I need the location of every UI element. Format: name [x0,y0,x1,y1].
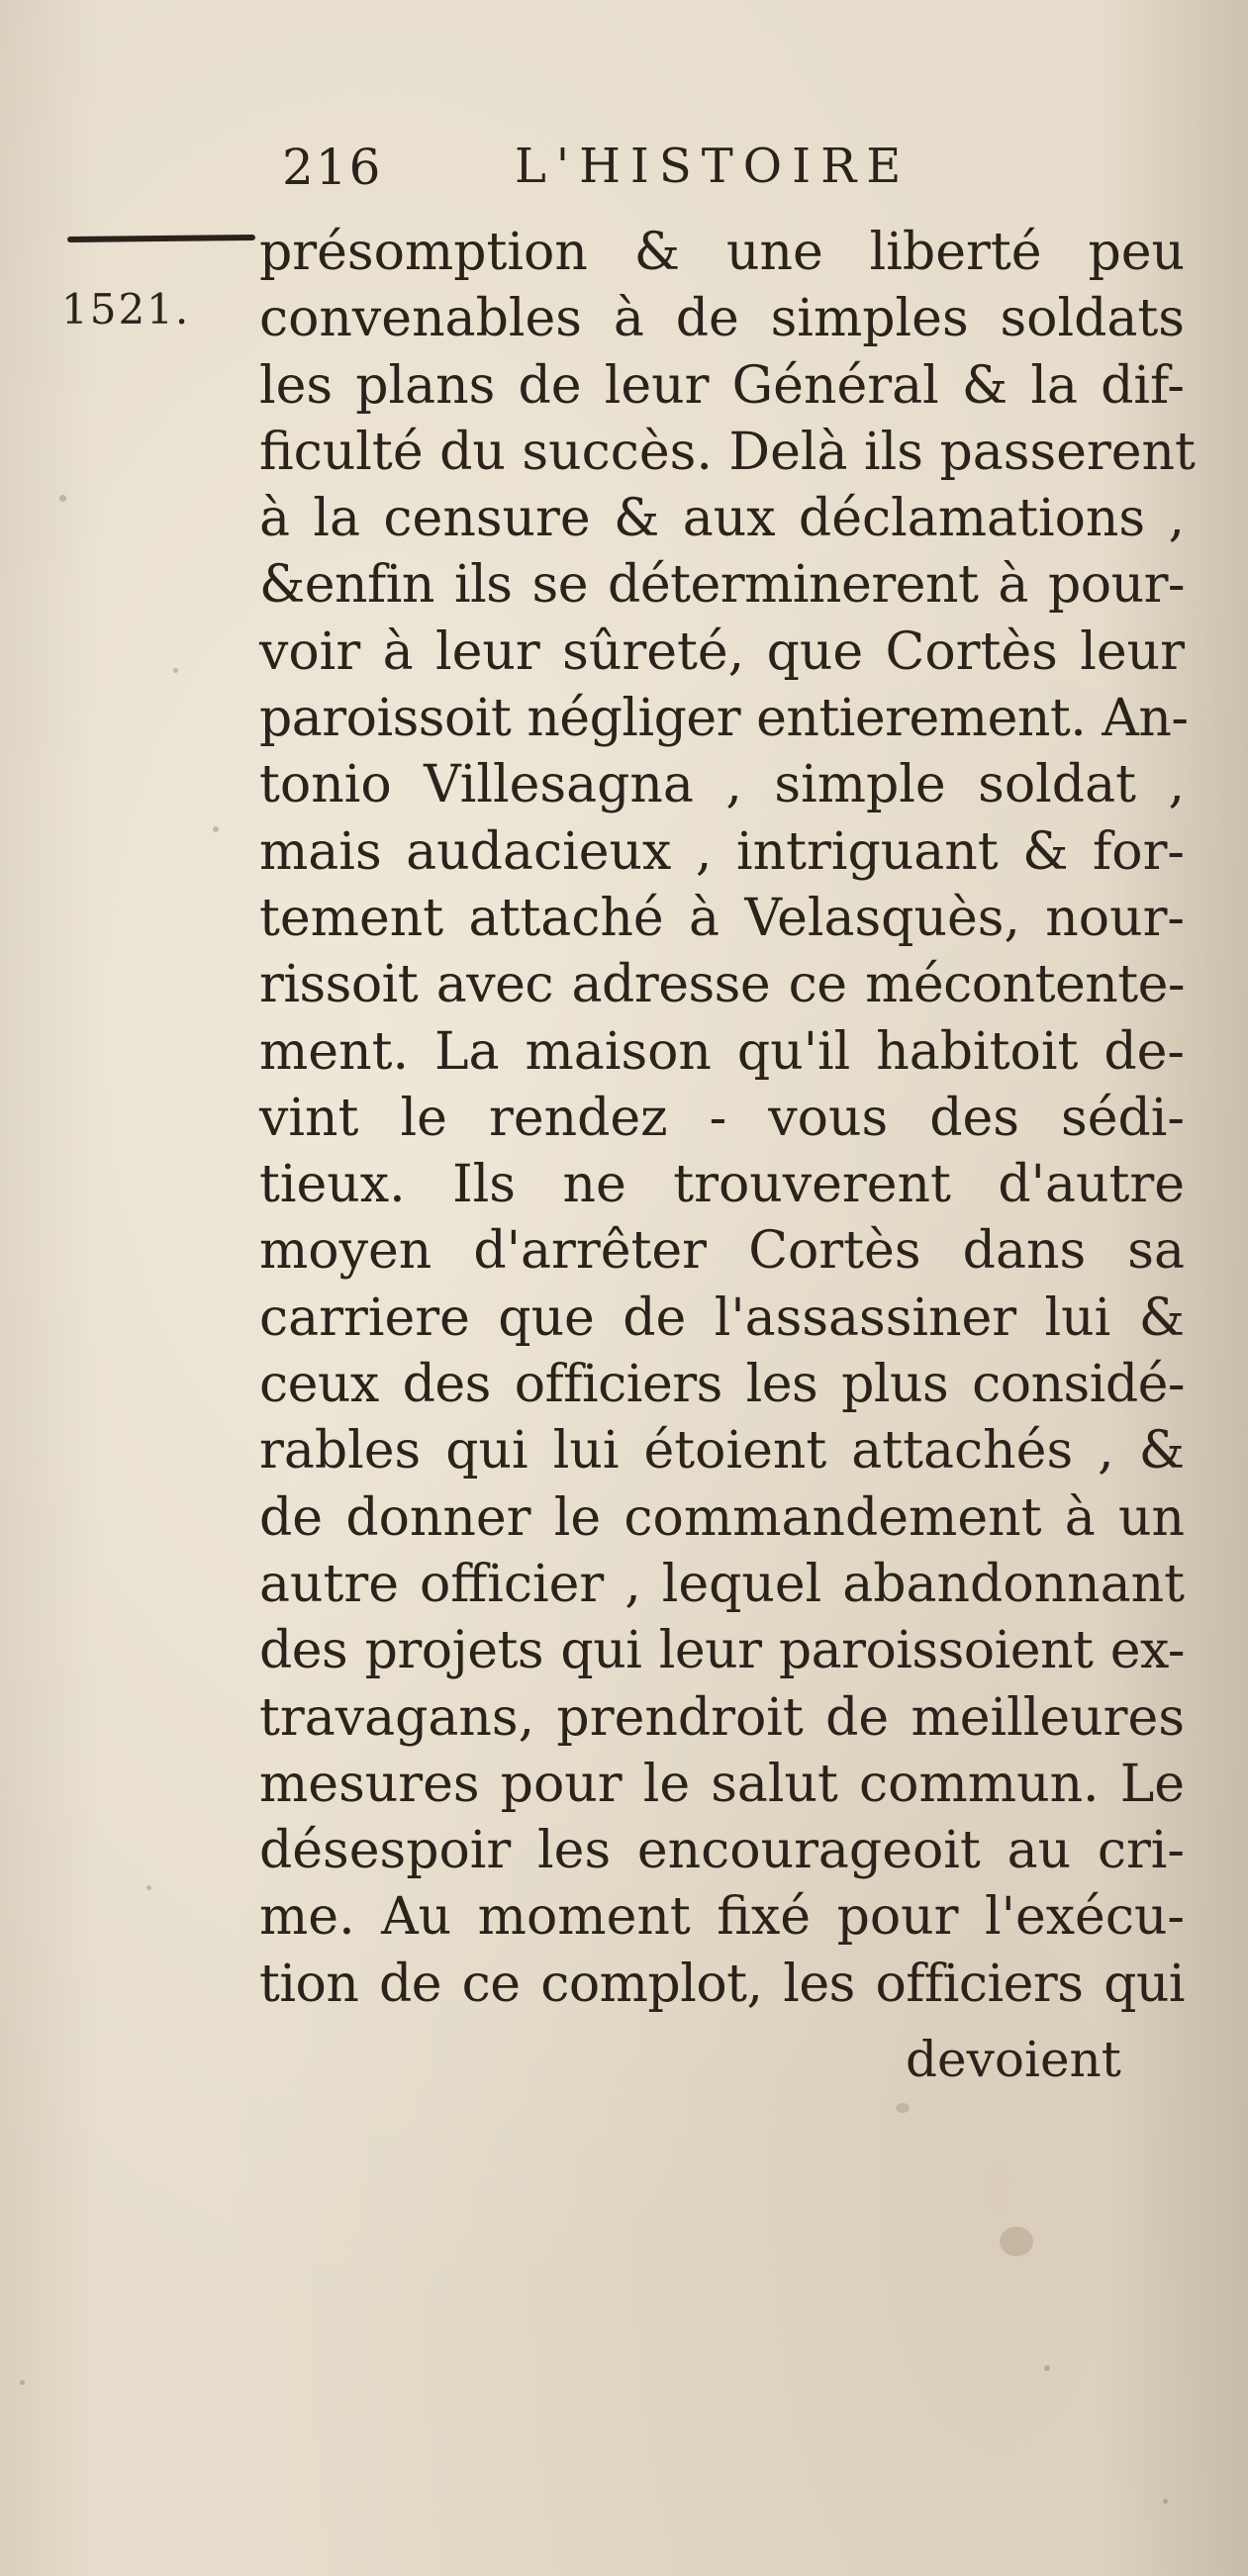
text-line: des projets qui leur paroissoient ex- [259,1621,1185,1681]
text-line: rissoit avec adresse ce mécontente- [259,955,1185,1015]
paper-speck [20,2380,25,2385]
text-line: tion de ce complot, les officiers qui [259,1954,1185,2014]
paper-speck [59,495,66,502]
text-line: rables qui lui étoient attachés , & [259,1421,1185,1481]
text-line: tieux. Ils ne trouverent d'autre [259,1155,1185,1215]
page-number: 216 [282,139,383,196]
text-line: voir à leur sûreté, que Cortès leur [259,621,1185,682]
text-line: convenables à de simples soldats [259,289,1185,349]
paper-speck [173,668,178,673]
text-line: ceux des officiers les plus considé- [259,1355,1185,1415]
text-line: vint le rendez - vous des sédi- [259,1088,1185,1148]
margin-rule [67,235,255,242]
text-line: les plans de leur Général & la dif- [259,355,1185,416]
paper-speck [1044,2365,1050,2371]
text-line: mesures pour le salut commun. Le [259,1754,1185,1814]
text-line: autre officier , lequel abandonnant [259,1554,1185,1614]
paper-speck [213,826,219,832]
paper-speck [1000,2227,1033,2256]
paper-speck [146,1885,151,1890]
text-line: mais audacieux , intriguant & for- [259,821,1185,882]
text-line: ficulté du succès. Delà ils passerent [259,422,1196,482]
text-line: présomption & une liberté peu [259,223,1185,282]
text-line: travagans, prendroit de meilleures [259,1687,1185,1748]
text-line: &enfin ils se déterminerent à pour- [259,555,1185,616]
paper-speck [896,2103,910,2113]
text-line: me. Au moment fixé pour l'exécu- [259,1887,1185,1948]
text-line: de donner le commandement à un [259,1487,1185,1548]
body-text [259,220,1196,2018]
running-title: L'HISTOIRE [515,139,912,194]
catchword: devoient [906,2031,1121,2088]
text-line: désespoir les encourageoit au cri- [259,1821,1185,1881]
text-line: tonio Villesagna , simple soldat , [259,755,1185,815]
text-line: carriere que de l'assassiner lui & [259,1288,1185,1348]
text-line: tement attaché à Velasquès, nour- [259,888,1185,948]
paper-speck [1163,2499,1168,2504]
text-line: ment. La maison qu'il habitoit de- [259,1021,1185,1082]
text-line: à la censure & aux déclamations , [259,489,1185,549]
running-head [282,139,1014,208]
text-line: moyen d'arrêter Cortès dans sa [259,1221,1185,1282]
margin-year: 1521. [61,285,191,334]
text-line: paroissoit négliger entierement. An- [259,689,1189,749]
